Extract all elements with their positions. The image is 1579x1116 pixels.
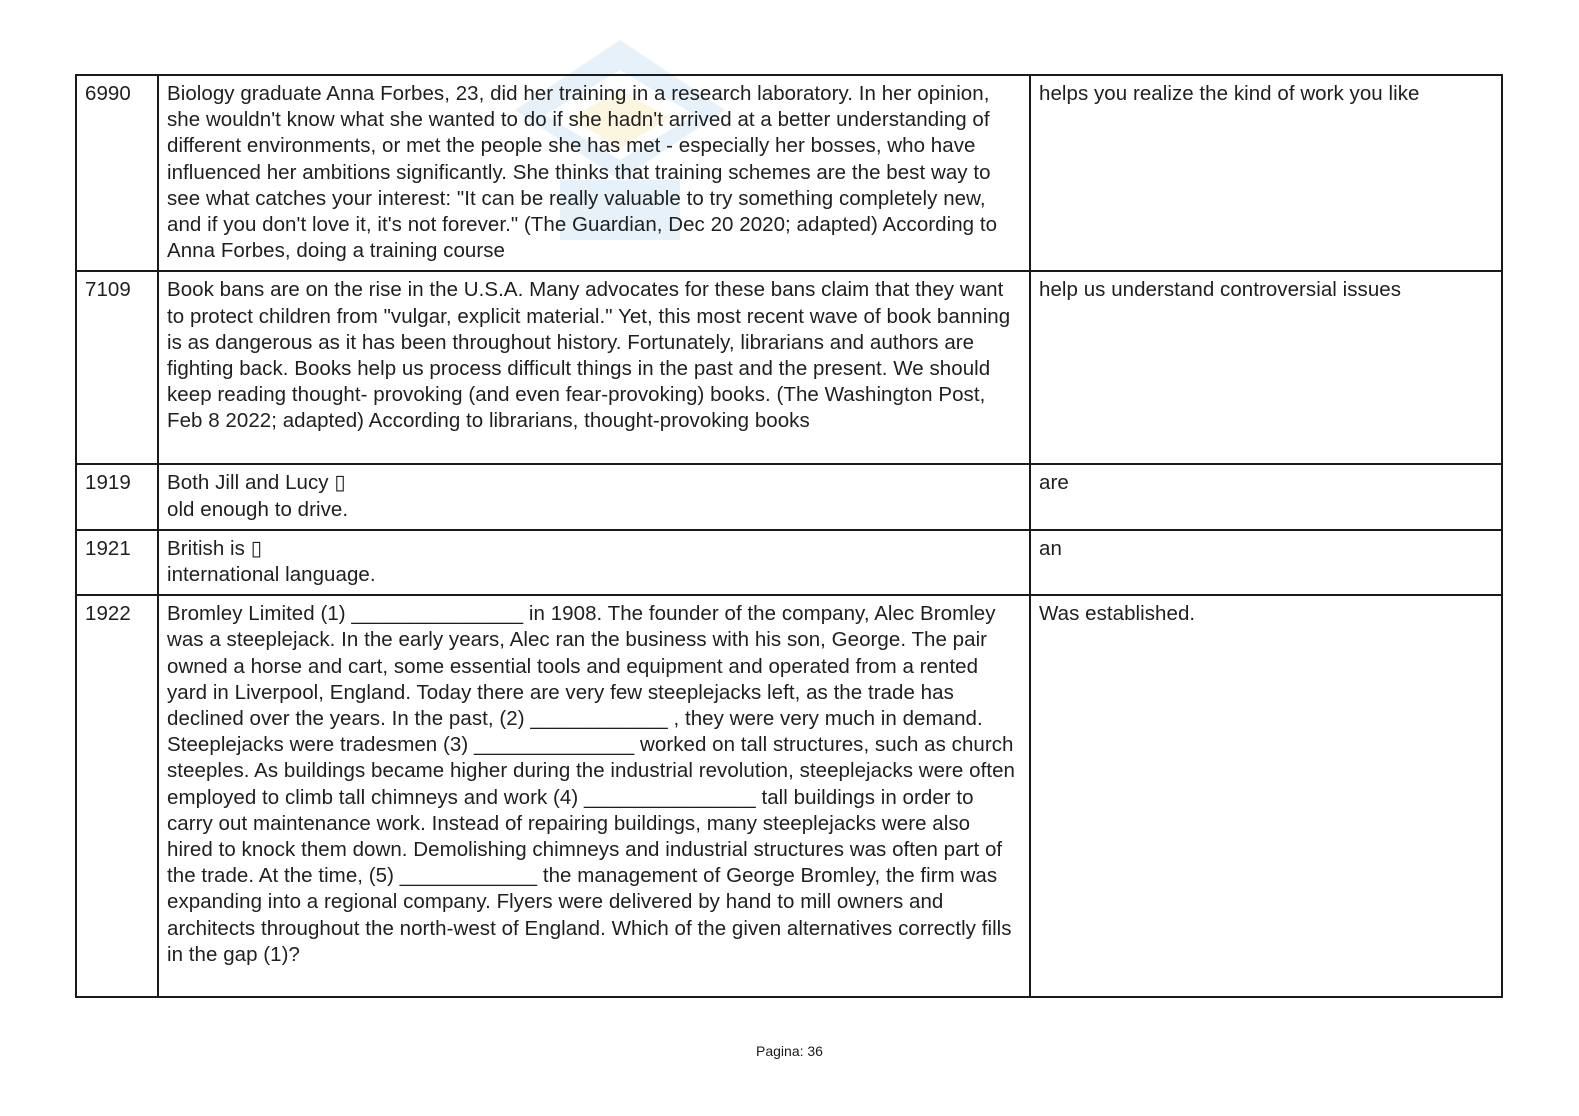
question-id: 6990 [76, 75, 158, 271]
table-row [76, 75, 1502, 271]
question-text [158, 464, 1030, 529]
question-line: international language. [167, 563, 376, 587]
question-text: Book bans are on the rise in the U.S.A. Many advocates for these bans claim that they want to protect children from "vulgar, explicit material." Yet, this most recent wave of book banning is as dangerous as it has been throughout history. Fortunately, librarians and authors are fighting back. Books help us process difficult things in the past and the present. We should keep reading thought- provoking (and even fear-provoking) books. (The Washington Post, Feb 8 2022; adapted) According to librarians, thought-provoking books [158, 271, 1030, 464]
question-id: 1921 [76, 530, 158, 595]
question-table [75, 74, 1503, 998]
question-text: Bromley Limited (1) _______________ in 1908. The founder of the company, Alec Bromley was a steeplejack. In the early years, Alec ran the business with his son, George. The pair owned a horse and cart, some essential tools and equipment and operated from a rented yard in Liverpool, England. Today there are very few steeplejacks left, as the trade has declined over the years. In the past, (2) ____________ , they were very much in demand. Steeplejacks were tradesmen (3) ______________ worked on tall structures, such as church steeples. As buildings became higher during the industrial revolution, steeplejacks were often employed to climb tall chimneys and work (4) _______________ tall buildings in order to carry out maintenance work. Instead of repairing buildings, many steeplejacks were also hired to knock them down. Demolishing chimneys and industrial structures was often part of the trade. At the time, (5) ____________ the management of George Bromley, the firm was expanding into a regional company. Flyers were delivered by hand to mill owners and architects throughout the north-west of England. Which of the given alternatives correctly fills in the gap (1)? [158, 595, 1030, 997]
answer-text: are [1030, 464, 1502, 529]
answer-text: Was established. [1030, 595, 1502, 997]
question-text [158, 530, 1030, 595]
table-row [76, 464, 1502, 529]
table-row [76, 530, 1502, 595]
question-line: Both Jill and Lucy ▯ [167, 471, 346, 495]
table-row [76, 595, 1502, 997]
question-text: Biology graduate Anna Forbes, 23, did her training in a research laboratory. In her opinion, she wouldn't know what she wanted to do if she hadn't arrived at a better understanding of different environments, or met the people she has met - especially her bosses, who have influenced her ambitions significantly. She thinks that training schemes are the best way to see what catches your interest: "It can be really valuable to try something completely new, and if you don't love it, it's not forever." (The Guardian, Dec 20 2020; adapted) According to Anna Forbes, doing a training course [158, 75, 1030, 271]
question-line: old enough to drive. [167, 497, 349, 521]
table-row [76, 271, 1502, 464]
question-id: 1919 [76, 464, 158, 529]
question-line: British is ▯ [167, 536, 263, 560]
question-id: 1922 [76, 595, 158, 997]
page-number: Pagina: 36 [756, 1043, 823, 1059]
question-id: 7109 [76, 271, 158, 464]
answer-text: helps you realize the kind of work you like [1030, 75, 1502, 271]
answer-text: help us understand controversial issues [1030, 271, 1502, 464]
answer-text: an [1030, 530, 1502, 595]
